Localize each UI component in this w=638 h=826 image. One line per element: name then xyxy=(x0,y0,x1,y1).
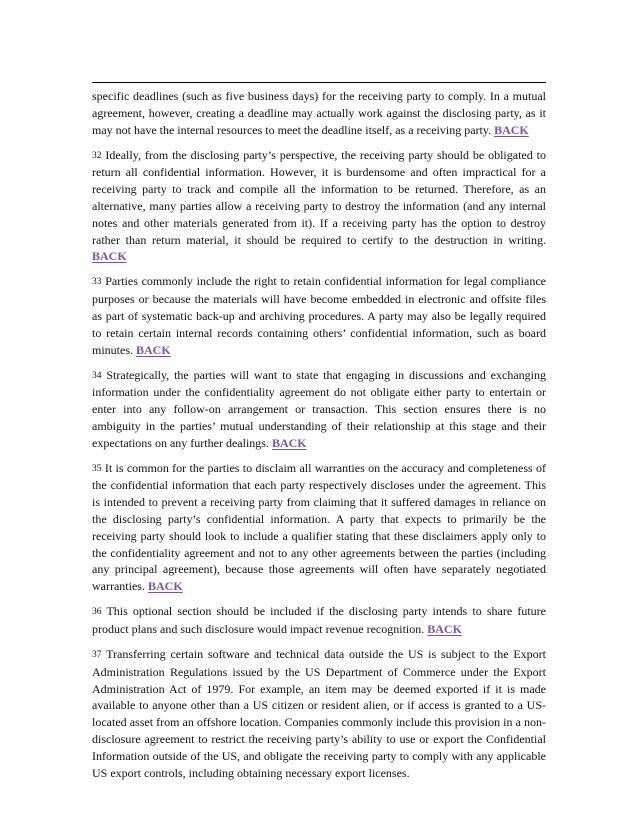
footnote-text: This optional section should be included if the disclosing party intends to share future product plans and such disclosure would impact revenue recognition. xyxy=(92,604,546,637)
back-link[interactable]: BACK xyxy=(92,249,127,264)
footnote-continued xyxy=(92,88,546,138)
footnote-37 xyxy=(92,646,546,781)
back-link[interactable]: BACK xyxy=(494,122,529,137)
footnote-number: 33 xyxy=(92,277,102,288)
footnote-text: Ideally, from the disclosing party’s perspective, the receiving party should be obligated to return all confidential information. However, it is burdensome and often impractical for a receiving party to track and compile all the information to be returned. Therefore, as an alternative, many parties allow a receiving party to destroy the information (and any internal notes and other materials generated from it). If a receiving party has the option to destroy rather than return material, it should be required to certify to the destruction in writing. xyxy=(92,147,546,247)
footnote-33 xyxy=(92,273,546,358)
footnote-number: 36 xyxy=(92,607,102,618)
footnote-36 xyxy=(92,603,546,638)
footnote-separator xyxy=(92,82,546,83)
footnotes-section xyxy=(92,88,546,790)
back-link[interactable]: BACK xyxy=(427,622,462,637)
footnote-text: Transferring certain software and technical data outside the US is subject to the Export Administration Regulations issued by the US Department of Commerce under the Export Administration Act of 1979. For example, an item may be deemed exported if it is made available to anyone other than a US citizen or resident alien, or if access is granted to a US-located asset from an offshore location. Companies commonly include this provision in a non-disclosure agreement to restrict the receiving party’s ability to use or export the Confidential Information outside of the US, and obligate the receiving party to comply with any applicable US export controls, including obtaining necessary export licenses. xyxy=(92,647,546,780)
footnote-number: 32 xyxy=(92,150,102,161)
footnote-number: 37 xyxy=(92,650,102,661)
footnote-text: specific deadlines (such as five business days) for the receiving party to comply. In a mutual agreement, however, creating a deadline may actually work against the disclosing party, as it may not have the internal resources to meet the deadline itself, as a receiving party. xyxy=(92,89,546,137)
footnote-number: 34 xyxy=(92,370,102,381)
footnote-35 xyxy=(92,460,546,595)
footnote-34 xyxy=(92,367,546,452)
footnote-number: 35 xyxy=(92,463,102,474)
footnote-text: Parties commonly include the right to retain confidential information for legal compliance purposes or because the materials will have become embedded in electronic and offsite files as part of systematic back-up and archiving procedures. A party may also be legally required to retain certain internal records containing others’ confidential information, such as board minutes. xyxy=(92,274,546,357)
footnote-32 xyxy=(92,147,546,266)
back-link[interactable]: BACK xyxy=(136,342,171,357)
back-link[interactable]: BACK xyxy=(271,435,307,450)
back-link[interactable]: BACK xyxy=(147,579,183,594)
footnote-text: Strategically, the parties will want to state that engaging in discussions and exchanging information under the confidentiality agreement do not obligate either party to entertain or enter into any follow-on arrangement or transaction. This section ensures there is no ambiguity in the parties’ mutual understanding of their relationship at this stage and their expectations on any further dealings. xyxy=(92,367,546,450)
footnote-text: It is common for the parties to disclaim all warranties on the accuracy and completeness of the confidential information that each party respectively discloses under the agreement. This is intended to prevent a receiving party from claiming that it suffered damages in reliance on the disclosing party’s confidential information. A party that expects to primarily be the receiving party should look to include a qualifier stating that these disclaimers apply only to the confidentiality agreement and not to any other agreements between the parties (including any principal agreement), because those agreements will often have separately negotiated warranties. xyxy=(92,460,547,594)
